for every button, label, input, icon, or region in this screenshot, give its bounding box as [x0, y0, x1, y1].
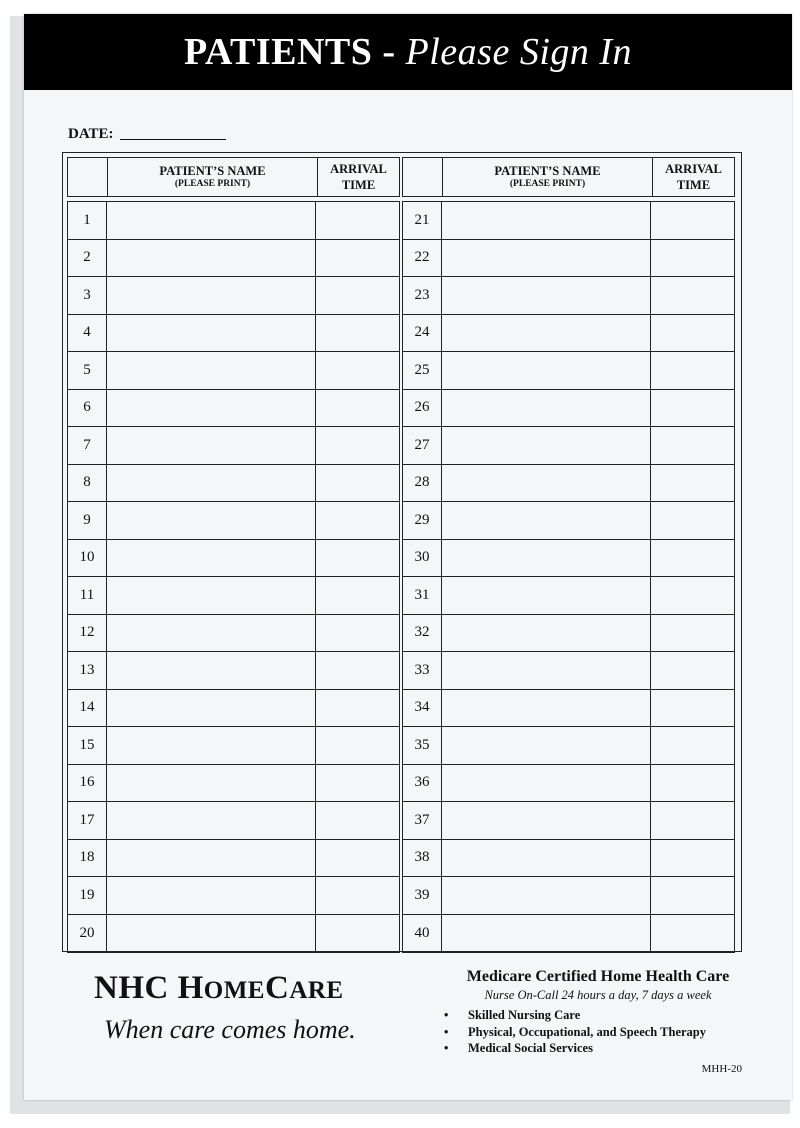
patient-name-cell[interactable] — [442, 915, 651, 953]
patient-name-cell[interactable] — [442, 202, 651, 239]
arrival-time-cell[interactable] — [651, 202, 734, 239]
services-title: Medicare Certified Home Health Care — [466, 968, 730, 985]
arrival-time-cell[interactable] — [316, 840, 399, 877]
table-row — [68, 615, 399, 653]
patient-name-cell[interactable] — [107, 315, 316, 352]
arrival-time-cell[interactable] — [316, 277, 399, 314]
arrival-time-cell[interactable] — [651, 652, 734, 689]
row-number: 18 — [68, 840, 107, 877]
arrival-time-cell[interactable] — [316, 202, 399, 239]
table-row — [68, 915, 399, 953]
row-number: 6 — [68, 390, 107, 427]
sign-in-sheet — [24, 14, 792, 1100]
table-row — [68, 502, 399, 540]
patient-name-cell[interactable] — [107, 877, 316, 914]
row-number: 2 — [68, 240, 107, 277]
patient-name-cell[interactable] — [107, 502, 316, 539]
row-number: 13 — [68, 652, 107, 689]
patient-name-cell[interactable] — [442, 240, 651, 277]
header-name-cell — [443, 158, 653, 196]
patient-name-cell[interactable] — [107, 240, 316, 277]
arrival-time-cell[interactable] — [651, 277, 734, 314]
table-row — [68, 652, 399, 690]
title-italic: Please Sign In — [405, 31, 633, 73]
table-header — [67, 157, 400, 197]
table-row — [403, 915, 734, 953]
arrival-time-cell[interactable] — [316, 390, 399, 427]
row-number: 14 — [68, 690, 107, 727]
left-column — [67, 157, 400, 953]
title-bold: PATIENTS - — [183, 31, 396, 73]
table-row — [68, 690, 399, 728]
patient-name-cell[interactable] — [442, 877, 651, 914]
date-label: DATE: — [68, 126, 114, 142]
patient-name-cell[interactable] — [442, 352, 651, 389]
right-rows — [402, 201, 735, 953]
patient-name-cell[interactable] — [107, 615, 316, 652]
brand-tagline: When care comes home. — [104, 1015, 356, 1044]
row-number: 17 — [68, 802, 107, 839]
brand-logo: NHC HOMECARE — [94, 970, 344, 1006]
row-number: 34 — [403, 690, 442, 727]
services-block — [438, 968, 758, 1057]
arrival-time-cell[interactable] — [651, 390, 734, 427]
table-row — [68, 540, 399, 578]
patient-name-cell[interactable] — [107, 727, 316, 764]
header-time-cell — [318, 158, 399, 196]
services-subtitle: Nurse On-Call 24 hours a day, 7 days a week — [484, 988, 712, 1002]
row-number: 27 — [403, 427, 442, 464]
arrival-time-cell[interactable] — [316, 577, 399, 614]
patient-name-cell[interactable] — [107, 690, 316, 727]
arrival-time-cell[interactable] — [651, 615, 734, 652]
arrival-time-cell[interactable] — [316, 765, 399, 802]
row-number: 12 — [68, 615, 107, 652]
arrival-time-cell[interactable] — [316, 315, 399, 352]
row-number: 26 — [403, 390, 442, 427]
header-time-label-2: TIME — [676, 178, 711, 192]
arrival-time-cell[interactable] — [651, 915, 734, 953]
table-row — [68, 240, 399, 278]
patient-name-cell[interactable] — [107, 915, 316, 953]
patient-name-cell[interactable] — [442, 390, 651, 427]
table-row — [68, 390, 399, 428]
arrival-time-cell[interactable] — [651, 465, 734, 502]
row-number: 20 — [68, 915, 107, 953]
row-number: 28 — [403, 465, 442, 502]
row-number: 35 — [403, 727, 442, 764]
row-number: 9 — [68, 502, 107, 539]
service-item: • Medical Social Services — [438, 1040, 758, 1057]
services-list — [438, 1007, 758, 1057]
arrival-time-cell[interactable] — [316, 615, 399, 652]
table-row — [403, 315, 734, 353]
row-number: 25 — [403, 352, 442, 389]
service-item: • Skilled Nursing Care — [438, 1007, 758, 1024]
form-code: MHH-20 — [701, 1063, 742, 1075]
row-number: 16 — [68, 765, 107, 802]
table-row — [68, 802, 399, 840]
arrival-time-cell[interactable] — [316, 690, 399, 727]
row-number: 22 — [403, 240, 442, 277]
patient-name-cell[interactable] — [442, 652, 651, 689]
patient-name-cell[interactable] — [107, 840, 316, 877]
patient-name-cell[interactable] — [442, 765, 651, 802]
sign-in-table — [62, 152, 742, 952]
row-number: 1 — [68, 202, 107, 239]
patient-name-cell[interactable] — [107, 202, 316, 239]
arrival-time-cell[interactable] — [316, 240, 399, 277]
table-row — [403, 690, 734, 728]
arrival-time-cell[interactable] — [316, 802, 399, 839]
row-number: 29 — [403, 502, 442, 539]
patient-name-cell[interactable] — [442, 277, 651, 314]
arrival-time-cell[interactable] — [651, 352, 734, 389]
table-row — [403, 277, 734, 315]
patient-name-cell[interactable] — [442, 690, 651, 727]
patient-name-cell[interactable] — [442, 427, 651, 464]
brand-block — [94, 970, 356, 1045]
row-number: 38 — [403, 840, 442, 877]
table-row — [68, 765, 399, 803]
table-row — [68, 840, 399, 878]
table-row — [403, 877, 734, 915]
arrival-time-cell[interactable] — [316, 502, 399, 539]
header-time-cell — [653, 158, 734, 196]
table-row — [68, 277, 399, 315]
patient-name-cell[interactable] — [107, 427, 316, 464]
table-row — [68, 427, 399, 465]
patient-name-cell[interactable] — [442, 802, 651, 839]
table-row — [403, 615, 734, 653]
right-column — [402, 157, 735, 953]
arrival-time-cell[interactable] — [316, 540, 399, 577]
table-row — [68, 352, 399, 390]
patient-name-cell[interactable] — [442, 540, 651, 577]
arrival-time-cell[interactable] — [651, 577, 734, 614]
row-number: 3 — [68, 277, 107, 314]
table-row — [403, 240, 734, 278]
row-number: 32 — [403, 615, 442, 652]
patient-name-cell[interactable] — [107, 652, 316, 689]
header-name-cell — [108, 158, 318, 196]
patient-name-cell[interactable] — [442, 615, 651, 652]
table-row — [403, 652, 734, 690]
date-field[interactable] — [120, 139, 226, 140]
patient-name-cell[interactable] — [107, 277, 316, 314]
table-row — [403, 202, 734, 240]
table-header — [402, 157, 735, 197]
arrival-time-cell[interactable] — [651, 502, 734, 539]
header-name-label: PATIENT’S NAME — [494, 164, 601, 178]
header-name-label: PATIENT’S NAME — [159, 164, 266, 178]
header-time-label-2: TIME — [341, 178, 376, 192]
table-row — [68, 315, 399, 353]
table-row — [403, 727, 734, 765]
header-number-cell — [68, 158, 108, 196]
arrival-time-cell[interactable] — [651, 765, 734, 802]
row-number: 19 — [68, 877, 107, 914]
arrival-time-cell[interactable] — [316, 727, 399, 764]
row-number: 30 — [403, 540, 442, 577]
table-row — [403, 390, 734, 428]
arrival-time-cell[interactable] — [316, 915, 399, 953]
table-row — [403, 540, 734, 578]
arrival-time-cell[interactable] — [316, 877, 399, 914]
table-row — [403, 427, 734, 465]
left-rows — [67, 201, 400, 953]
row-number: 33 — [403, 652, 442, 689]
row-number: 4 — [68, 315, 107, 352]
patient-name-cell[interactable] — [442, 577, 651, 614]
arrival-time-cell[interactable] — [651, 427, 734, 464]
row-number: 36 — [403, 765, 442, 802]
title-banner — [24, 14, 792, 90]
patient-name-cell[interactable] — [442, 840, 651, 877]
date-row — [68, 126, 226, 143]
table-row — [403, 352, 734, 390]
table-row — [403, 577, 734, 615]
row-number: 7 — [68, 427, 107, 464]
table-row — [403, 465, 734, 503]
patient-name-cell[interactable] — [442, 315, 651, 352]
table-row — [68, 727, 399, 765]
arrival-time-cell[interactable] — [316, 652, 399, 689]
table-row — [68, 465, 399, 503]
patient-name-cell[interactable] — [442, 727, 651, 764]
arrival-time-cell[interactable] — [316, 465, 399, 502]
service-item: • Physical, Occupational, and Speech Therapy — [438, 1024, 758, 1041]
arrival-time-cell[interactable] — [651, 540, 734, 577]
arrival-time-cell[interactable] — [651, 690, 734, 727]
arrival-time-cell[interactable] — [316, 352, 399, 389]
patient-name-cell[interactable] — [107, 352, 316, 389]
header-number-cell — [403, 158, 443, 196]
row-number: 31 — [403, 577, 442, 614]
patient-name-cell[interactable] — [107, 540, 316, 577]
header-time-label-1: ARRIVAL — [330, 162, 387, 176]
row-number: 10 — [68, 540, 107, 577]
table-row — [403, 502, 734, 540]
arrival-time-cell[interactable] — [651, 315, 734, 352]
row-number: 40 — [403, 915, 442, 953]
arrival-time-cell[interactable] — [651, 727, 734, 764]
patient-name-cell[interactable] — [442, 502, 651, 539]
row-number: 11 — [68, 577, 107, 614]
row-number: 39 — [403, 877, 442, 914]
patient-name-cell[interactable] — [107, 465, 316, 502]
patient-name-cell[interactable] — [107, 390, 316, 427]
arrival-time-cell[interactable] — [651, 240, 734, 277]
header-name-sublabel: (PLEASE PRINT) — [509, 179, 586, 189]
row-number: 23 — [403, 277, 442, 314]
header-time-label-1: ARRIVAL — [665, 162, 722, 176]
patient-name-cell[interactable] — [107, 802, 316, 839]
arrival-time-cell[interactable] — [316, 427, 399, 464]
row-number: 24 — [403, 315, 442, 352]
patient-name-cell[interactable] — [107, 765, 316, 802]
table-row — [68, 877, 399, 915]
arrival-time-cell[interactable] — [651, 802, 734, 839]
arrival-time-cell[interactable] — [651, 877, 734, 914]
table-row — [68, 202, 399, 240]
table-row — [403, 840, 734, 878]
patient-name-cell[interactable] — [107, 577, 316, 614]
table-row — [403, 802, 734, 840]
row-number: 21 — [403, 202, 442, 239]
row-number: 8 — [68, 465, 107, 502]
arrival-time-cell[interactable] — [651, 840, 734, 877]
header-name-sublabel: (PLEASE PRINT) — [174, 179, 251, 189]
table-row — [68, 577, 399, 615]
row-number: 37 — [403, 802, 442, 839]
patient-name-cell[interactable] — [442, 465, 651, 502]
row-number: 15 — [68, 727, 107, 764]
row-number: 5 — [68, 352, 107, 389]
table-row — [403, 765, 734, 803]
